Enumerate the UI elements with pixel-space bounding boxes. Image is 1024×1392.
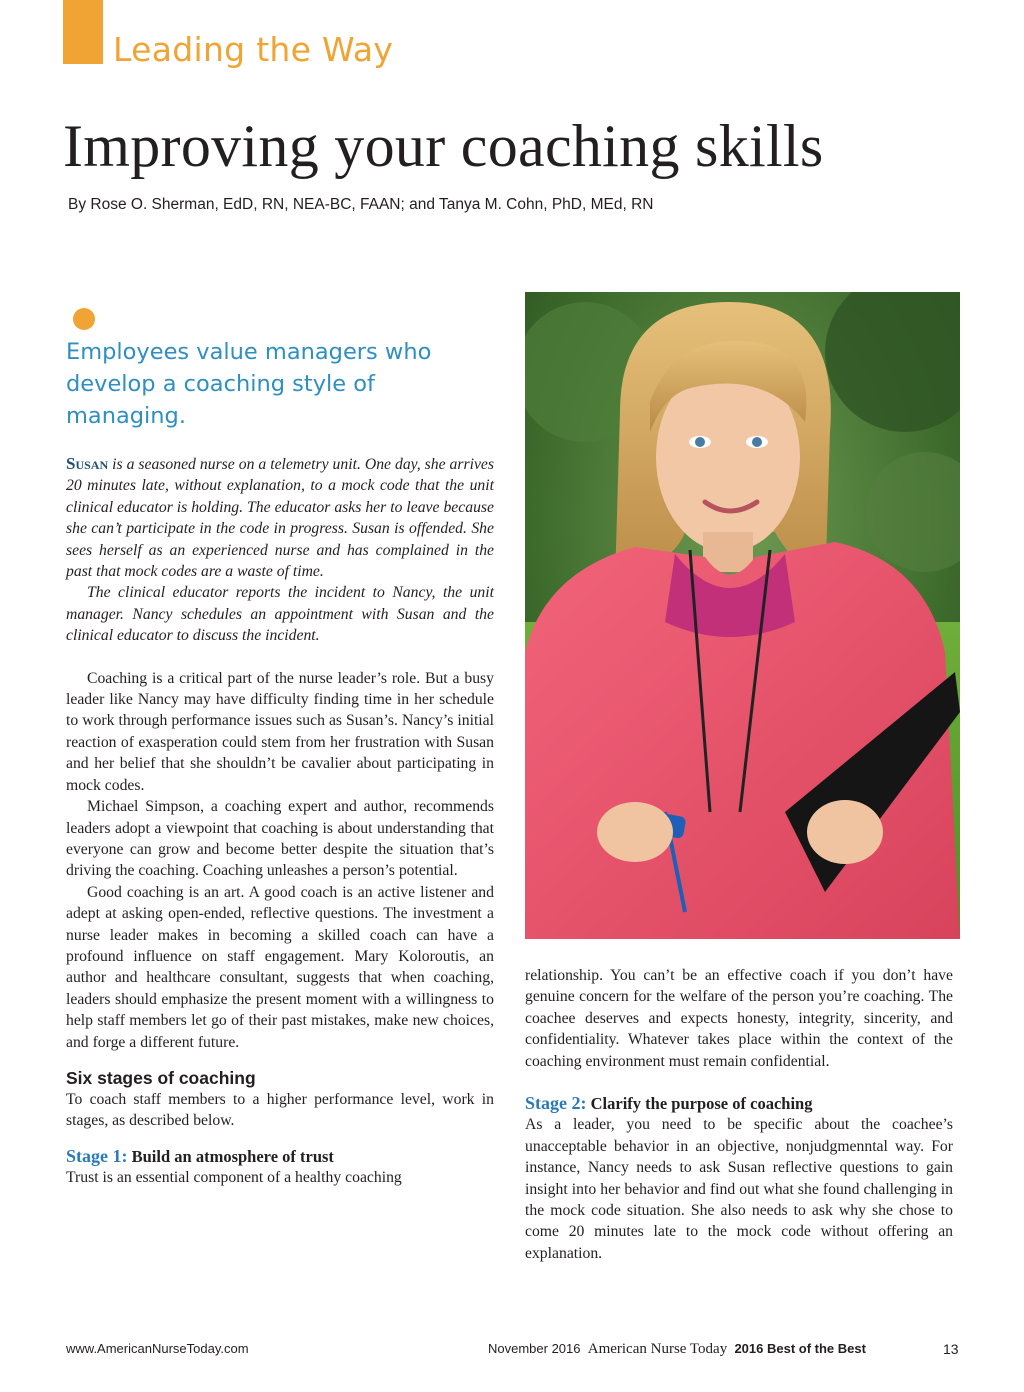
intro-paragraph-1-text: is a seasoned nurse on a telemetry unit. One day, she arrives 20 minutes late, without explanation, to a mock code that the unit clinical educator is holding. The educator asks her to leave because she can’t participate in the code in progress. Susan is offended. She sees herself as an experienced nurse and has complained in the past that mock codes are a waste of time. <box>66 456 494 581</box>
intro-lead-word: Susan <box>66 454 109 473</box>
stage-2-text: As a leader, you need to be specific about the coachee’s unacceptable behavior in an objective, nonjudgmenntal way. For instance, Nancy needs to ask Susan reflective questions to gain insight into her behavior and find out what she found challenging in the mock code situation. She also needs to ask why she chose to come 20 minutes late to the mock code without offering an explanation. <box>525 1116 953 1262</box>
stage-1-heading <box>66 1146 494 1167</box>
article-byline: By Rose O. Sherman, EdD, RN, NEA-BC, FAAN; and Tanya M. Cohn, PhD, MEd, RN <box>68 196 654 213</box>
spacer <box>66 1132 494 1146</box>
footer-publication <box>488 1341 866 1358</box>
article-photo <box>525 292 960 939</box>
subhead-paragraph: To coach staff members to a higher performance level, work in stages, as described below. <box>66 1090 494 1130</box>
footer-date: November 2016 <box>488 1341 581 1356</box>
footer-issue: 2016 Best of the Best <box>734 1341 866 1356</box>
stage-2-title: Clarify the purpose of coaching <box>586 1094 813 1114</box>
left-column <box>66 453 494 1189</box>
footer-publication-name: American Nurse Today <box>587 1341 728 1357</box>
stage-1-text-continued: relationship. You can’t be an effective coach if you don’t have genuine concern for the welfare of the person you’re coaching. The coachee deserves and expects honesty, integrity, sincerity, and confidentiality. Whatever takes place within the context of the coaching environment must remain confidential. <box>525 967 953 1070</box>
body-paragraph-1: Coaching is a critical part of the nurse leader’s role. But a busy leader like Nancy may have difficulty finding time in her schedule to work through performance issues such as Susan’s. Nancy’s initial reaction of exasperation could stem from her frustration with Susan and her belief that she shouldn’t be cavalier about participating in mock codes. <box>66 669 494 794</box>
stage-1-title: Build an atmosphere of trust <box>127 1146 334 1166</box>
intro-paragraph-1 <box>66 453 494 582</box>
spacer <box>66 1053 494 1067</box>
footer-website-link[interactable]: www.AmericanNurseToday.com <box>66 1341 249 1356</box>
spacer <box>525 1072 953 1093</box>
pull-quote-bullet-icon <box>73 308 95 330</box>
stage-1-label: Stage 1: <box>66 1145 128 1166</box>
stage-2-heading <box>525 1093 953 1114</box>
body-paragraph-2: Michael Simpson, a coaching expert and author, recommends leaders adopt a viewpoint that coaching is about understanding that everyone can grow and become better despite the situation that’s driving the coaching. Coaching unleashes a person’s potential. <box>66 798 494 880</box>
section-name: Leading the Way <box>113 30 394 69</box>
article-title: Improving your coaching skills <box>63 113 824 179</box>
woman-with-clipboard-photo <box>525 292 960 939</box>
intro-paragraph-2: The clinical educator reports the incident to Nancy, the unit manager. Nancy schedules an appointment with Susan and the clinical educator to discuss the incident. <box>66 584 494 645</box>
right-column <box>525 965 953 1264</box>
pull-quote: Employees value managers who develop a coaching style of managing. <box>66 339 432 429</box>
section-color-bar <box>63 0 103 64</box>
stage-2-label: Stage 2: <box>525 1093 587 1114</box>
section-subhead: Six stages of coaching <box>66 1067 256 1088</box>
spacer <box>66 647 494 668</box>
stage-1-text-start: Trust is an essential component of a healthy coaching <box>66 1169 402 1187</box>
body-paragraph-3: Good coaching is an art. A good coach is an active listener and adept at asking open-ended, reflective questions. The investment a nurse leader makes in becoming a skilled coach can have a profound influence on staff engagement. Mary Koloroutis, an author and healthcare consultant, suggests that when coaching, leaders should emphasize the present moment with a willingness to help staff members let go of their past mistakes, make new choices, and forge a different future. <box>66 883 494 1051</box>
page-number: 13 <box>943 1341 959 1357</box>
